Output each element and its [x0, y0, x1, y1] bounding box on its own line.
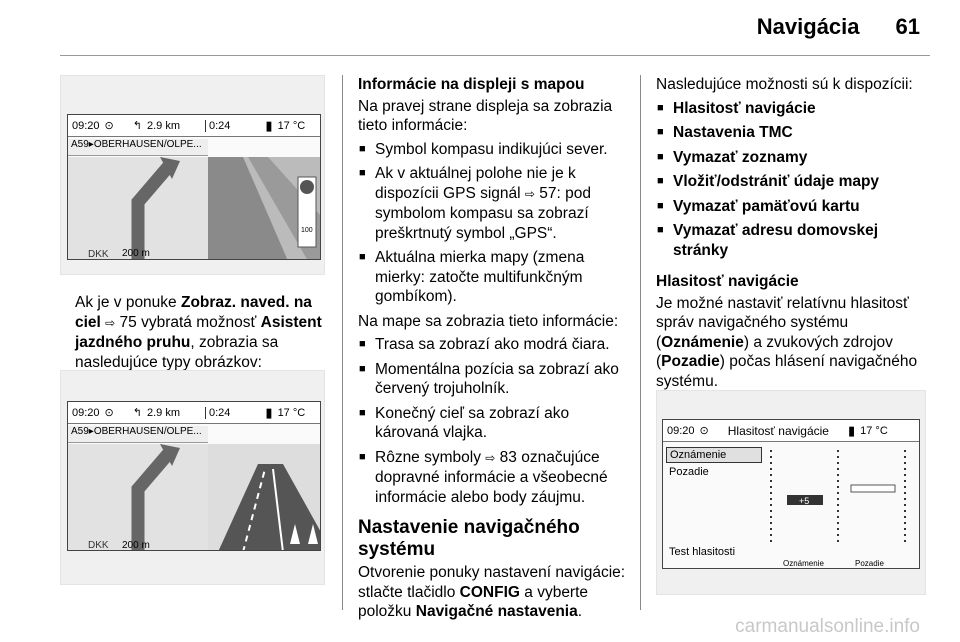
section-heading: Nastavenie navigačného systému — [358, 517, 580, 560]
phone-icon: ▮ — [265, 404, 273, 420]
list-item: ■ Vymazať adresu domovskej stránky — [656, 221, 936, 260]
turn-icon: ↰ — [132, 120, 142, 132]
clock-icon: ⊙ — [699, 425, 709, 437]
list-item: ■ Momentálna pozícia sa zobrazí ako červený trojuholník. — [358, 360, 628, 399]
paragraph: Je možné nastaviť relatívnu hlasitosť správ navigačného systému (Oznámenie) a zvukových zdrojov (Pozadie) počas hlásení navigačného systému. — [656, 294, 918, 390]
remaining-time: 0:24 — [205, 407, 230, 419]
road-name: A59▸OBERHAUSEN/OLPE... — [68, 426, 208, 443]
road-name: A59▸OBERHAUSEN/OLPE... — [68, 139, 208, 156]
subheading: Informácie na displeji s mapou — [358, 76, 585, 93]
map-scale: 200 m — [122, 248, 150, 259]
svg-text:DKK: DKK — [88, 540, 109, 551]
list-item: ■ Hlasitosť navigácie — [656, 99, 936, 119]
page-ref-icon: ⇨ — [485, 450, 496, 465]
page-header — [757, 14, 920, 40]
list-item: ■ Vymazať pamäťovú kartu — [656, 197, 936, 217]
page-ref-icon: ⇨ — [524, 186, 535, 201]
list-item: ■ Vymazať zoznamy — [656, 148, 936, 168]
clock: 09:20 — [72, 406, 100, 419]
list-item: ■ Rôzne symboly ⇨ 83 označujúce dopravné informácie a všeobecné informácie alebo body záujmu. — [358, 448, 628, 508]
svg-text:DKK: DKK — [88, 249, 109, 260]
column-divider — [342, 75, 343, 610]
volume-test-button[interactable]: Test hlasitosti — [669, 546, 736, 558]
temperature: 17 °C — [860, 424, 888, 437]
phone-icon: ▮ — [265, 117, 273, 133]
slider-label-background: Pozadie — [855, 559, 884, 568]
list-item: ■ Vložiť/odstrániť údaje mapy — [656, 172, 936, 192]
subheading: Hlasitosť navigácie — [656, 273, 799, 290]
phone-icon: ▮ — [847, 422, 856, 438]
side-scale: 100 — [301, 227, 313, 234]
temperature: 17 °C — [277, 119, 306, 132]
screen-title: Hlasitosť navigácie — [727, 423, 829, 438]
lane-assist-view — [68, 444, 321, 551]
column-2 — [358, 75, 628, 624]
list-item: ■ Nastavenia TMC — [656, 123, 936, 143]
watermark: carmanualsonline.info — [735, 616, 920, 637]
list-item: ■ Konečný cieľ sa zobrazí ako károvaná vlajka. — [358, 404, 628, 443]
clock: 09:20 — [667, 424, 695, 437]
clock-icon: ⊙ — [104, 407, 114, 419]
announcement-value: +5 — [799, 496, 810, 506]
page-ref-icon: ⇨ — [105, 315, 116, 330]
map-screenshot-2 — [60, 370, 325, 585]
clock: 09:20 — [72, 119, 100, 132]
map-screenshot-1 — [60, 75, 325, 275]
temperature: 17 °C — [277, 406, 306, 419]
map-scale: 200 m — [122, 540, 150, 551]
turn-icon: ↰ — [132, 407, 142, 419]
volume-screenshot — [656, 390, 926, 595]
menu-item-announcement[interactable]: Oznámenie — [666, 447, 762, 463]
header-rule — [60, 55, 930, 56]
volume-sliders — [763, 445, 918, 569]
intro-paragraph: Ak je v ponuke Zobraz. naved. na ciel ⇨ 75 vybratá možnosť Asistent jazdného pruhu, zobrazia sa nasledujúce typy obrázkov: — [75, 294, 322, 371]
paragraph: Na mape sa zobrazia tieto informácie: — [358, 312, 619, 330]
list-item: ■ Ak v aktuálnej polohe nie je k dispozícii GPS signál ⇨ 57: pod symbolom kompasu sa zobrazí preškrtnutý symbol „GPS“. — [358, 164, 628, 243]
list-item: ■ Trasa sa zobrazí ako modrá čiara. — [358, 335, 628, 355]
paragraph: Otvorenie ponuky nastavení navigácie: stlačte tlačidlo CONFIG a vyberte položku Navigačné nastavenia. — [358, 564, 626, 620]
list-item: ■ Symbol kompasu indikujúci sever. — [358, 140, 628, 160]
distance: 2.9 km — [146, 406, 180, 419]
menu-item-background[interactable]: Pozadie — [669, 466, 709, 478]
list-item: ■ Aktuálna mierka mapy (zmena mierky: zatočte multifunkčným gombíkom). — [358, 248, 628, 307]
clock-icon: ⊙ — [104, 120, 114, 132]
page-title: Navigácia — [756, 14, 860, 39]
column-3 — [656, 75, 936, 393]
map-view — [68, 157, 321, 260]
paragraph: Nasledujúce možnosti sú k dispozícii: — [656, 76, 913, 93]
page-number: 61 — [895, 14, 920, 39]
paragraph: Na pravej strane displeja sa zobrazia tieto informácie: — [358, 97, 613, 134]
column-divider — [640, 75, 641, 610]
remaining-time: 0:24 — [205, 120, 230, 132]
slider-label-announcement: Oznámenie — [783, 559, 824, 568]
distance: 2.9 km — [146, 119, 180, 132]
